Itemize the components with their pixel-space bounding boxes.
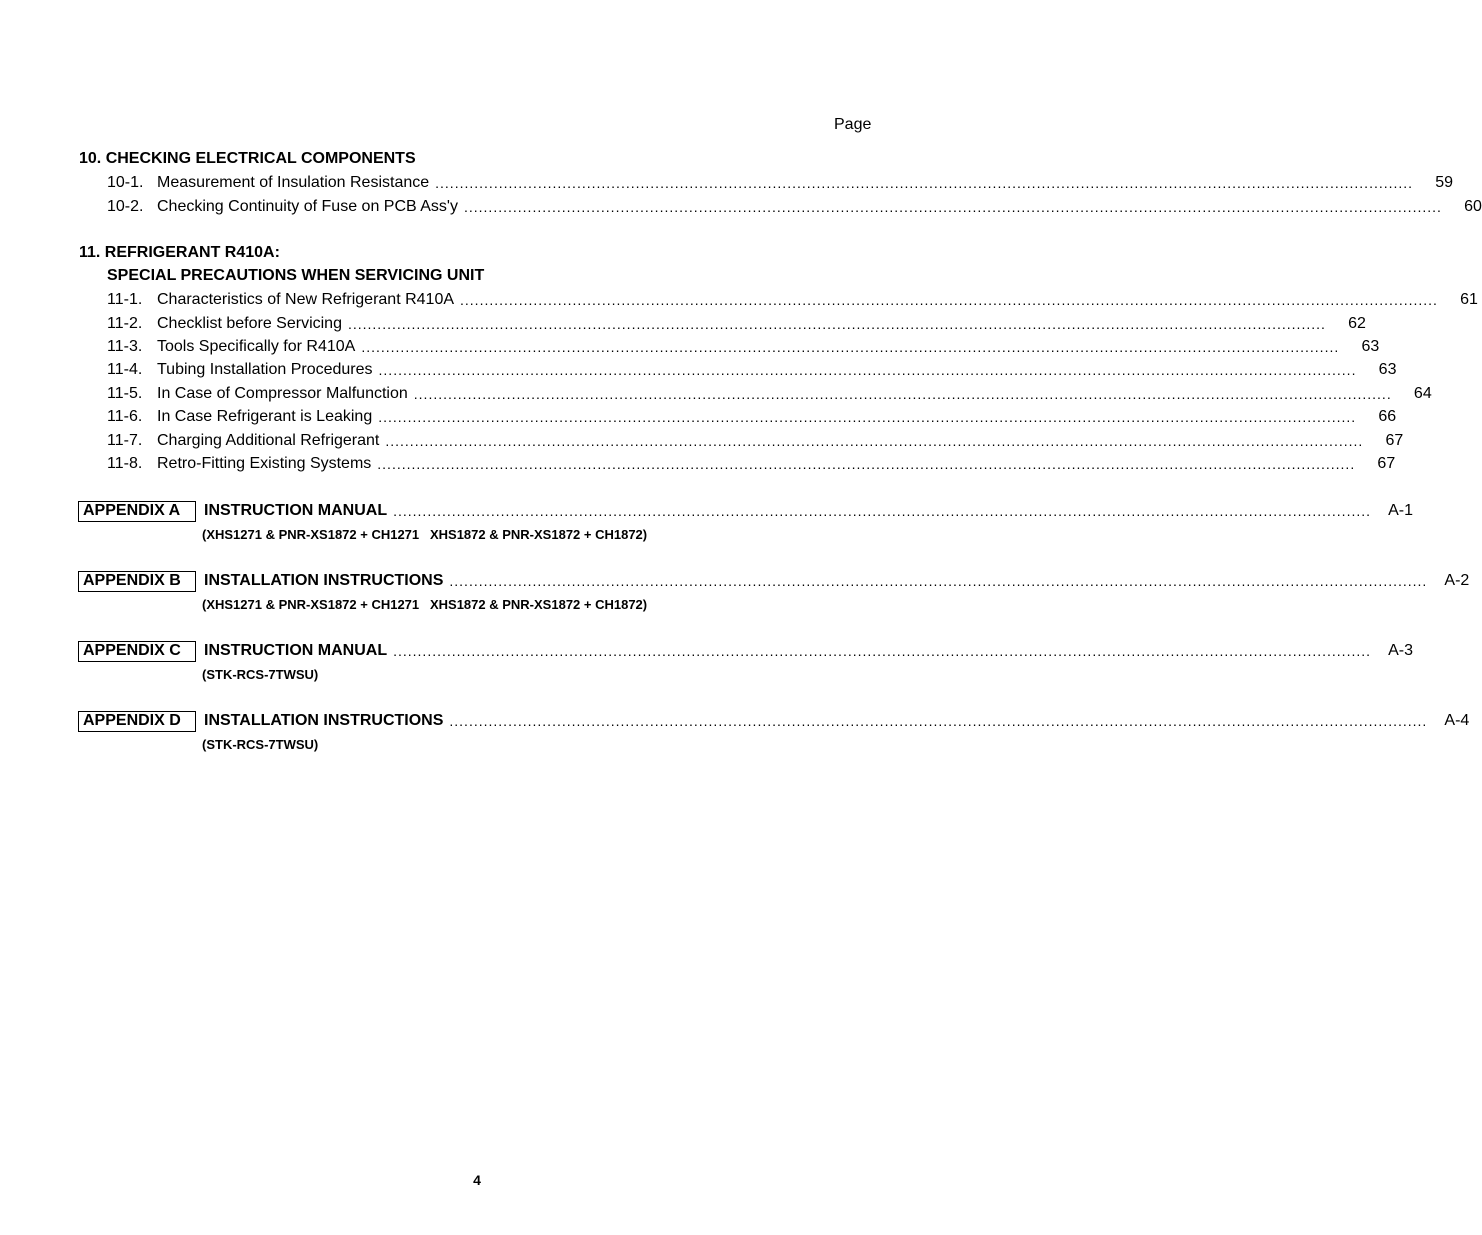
appendix-label: APPENDIX A — [78, 501, 196, 522]
toc-entry[interactable] — [107, 289, 1478, 311]
toc-entry[interactable] — [107, 430, 1404, 452]
appendix-text: INSTRUCTION MANUAL — [204, 502, 388, 519]
section-title-10: 10. CHECKING ELECTRICAL COMPONENTS — [79, 150, 416, 167]
dot-leader: ........................................................................................................................................................................................................ — [378, 362, 1357, 378]
appendix-a-entry[interactable] — [78, 500, 1414, 522]
entry-page: 60 — [1464, 198, 1482, 215]
appendix-b-entry[interactable] — [78, 570, 1470, 592]
entry-number: 11-1. — [107, 291, 143, 308]
entry-text: Checking Continuity of Fuse on PCB Ass'y — [157, 198, 458, 215]
toc-entry[interactable] — [107, 196, 1482, 218]
entry-number: 11-3. — [107, 338, 143, 355]
entry-page: 67 — [1377, 455, 1396, 472]
entry-text: Charging Additional Refrigerant — [157, 432, 380, 449]
dot-leader: ........................................................................................................................................................................................................ — [385, 433, 1364, 449]
entry-number: 11-2. — [107, 315, 143, 332]
entry-number: 11-5. — [107, 385, 143, 402]
dot-leader: ........................................................................................................................................................................................................ — [347, 316, 1326, 332]
appendix-text: INSTRUCTION MANUAL — [204, 642, 388, 659]
dot-leader: ........................................................................................................................................................................................................ — [463, 199, 1442, 215]
appendix-models: (XHS1271 & PNR-XS1872 + CH1271 XHS1872 & PNR-XS1872 + CH1872) — [202, 597, 648, 612]
appendix-label: APPENDIX B — [78, 571, 196, 592]
appendix-page: A-1 — [1388, 502, 1414, 519]
dot-leader: ........................................................................................................................................................................................................ — [393, 643, 1372, 659]
dot-leader: ........................................................................................................................................................................................................ — [361, 339, 1340, 355]
entry-number: 10-2. — [107, 198, 144, 215]
toc-entry[interactable] — [107, 359, 1397, 381]
entry-number: 11-7. — [107, 432, 143, 449]
appendix-models: (XHS1271 & PNR-XS1872 + CH1271 XHS1872 & PNR-XS1872 + CH1872) — [202, 527, 648, 542]
appendix-models: (STK-RCS-7TWSU) — [202, 667, 319, 682]
dot-leader: ........................................................................................................................................................................................................ — [449, 573, 1428, 589]
section-subtitle-11: SPECIAL PRECAUTIONS WHEN SERVICING UNIT — [107, 267, 485, 284]
appendix-models: (STK-RCS-7TWSU) — [202, 737, 319, 752]
entry-page: 64 — [1413, 385, 1432, 402]
entry-text: Characteristics of New Refrigerant R410A — [157, 291, 455, 308]
toc-entry[interactable] — [107, 336, 1380, 358]
appendix-page: A-3 — [1388, 642, 1414, 659]
entry-text: Measurement of Insulation Resistance — [157, 174, 430, 191]
entry-page: 59 — [1435, 174, 1454, 191]
entry-number: 11-8. — [107, 455, 143, 472]
entry-number: 11-4. — [107, 361, 143, 378]
appendix-label: APPENDIX D — [78, 711, 196, 732]
toc-entry[interactable] — [107, 406, 1397, 428]
dot-leader: ........................................................................................................................................................................................................ — [378, 409, 1357, 425]
appendix-c-entry[interactable] — [78, 640, 1414, 662]
entry-text: Checklist before Servicing — [157, 315, 342, 332]
entry-page: 63 — [1361, 338, 1380, 355]
toc-entry[interactable] — [107, 172, 1454, 194]
page-number: 4 — [473, 1172, 481, 1188]
dot-leader: ........................................................................................................................................................................................................ — [460, 292, 1438, 308]
toc-entry[interactable] — [107, 453, 1396, 475]
entry-text: In Case Refrigerant is Leaking — [157, 408, 373, 425]
toc-entry[interactable] — [107, 383, 1432, 405]
appendix-label: APPENDIX C — [78, 641, 196, 662]
dot-leader: ........................................................................................................................................................................................................ — [449, 713, 1428, 729]
entry-text: In Case of Compressor Malfunction — [157, 385, 408, 402]
dot-leader: ........................................................................................................................................................................................................ — [413, 386, 1392, 402]
entry-page: 63 — [1378, 361, 1397, 378]
entry-text: Tubing Installation Procedures — [157, 361, 373, 378]
appendix-text: INSTALLATION INSTRUCTIONS — [204, 712, 444, 729]
dot-leader: ........................................................................................................................................................................................................ — [435, 175, 1414, 191]
entry-page: 66 — [1378, 408, 1397, 425]
entry-page: 62 — [1348, 315, 1366, 332]
dot-leader: ........................................................................................................................................................................................................ — [393, 503, 1372, 519]
entry-page: 67 — [1385, 432, 1404, 449]
entry-text: Retro-Fitting Existing Systems — [157, 455, 372, 472]
entry-text: Tools Specifically for R410A — [157, 338, 356, 355]
appendix-page: A-2 — [1444, 572, 1470, 589]
appendix-text: INSTALLATION INSTRUCTIONS — [204, 572, 444, 589]
section-title-11: 11. REFRIGERANT R410A: — [79, 244, 280, 261]
appendix-page: A-4 — [1444, 712, 1470, 729]
toc-entry[interactable] — [107, 313, 1366, 335]
entry-page: 61 — [1460, 291, 1478, 308]
entry-number: 11-6. — [107, 408, 143, 425]
dot-leader: ........................................................................................................................................................................................................ — [377, 456, 1356, 472]
appendix-d-entry[interactable] — [78, 710, 1470, 732]
page-column-header: Page — [834, 116, 872, 133]
entry-number: 10-1. — [107, 174, 144, 191]
